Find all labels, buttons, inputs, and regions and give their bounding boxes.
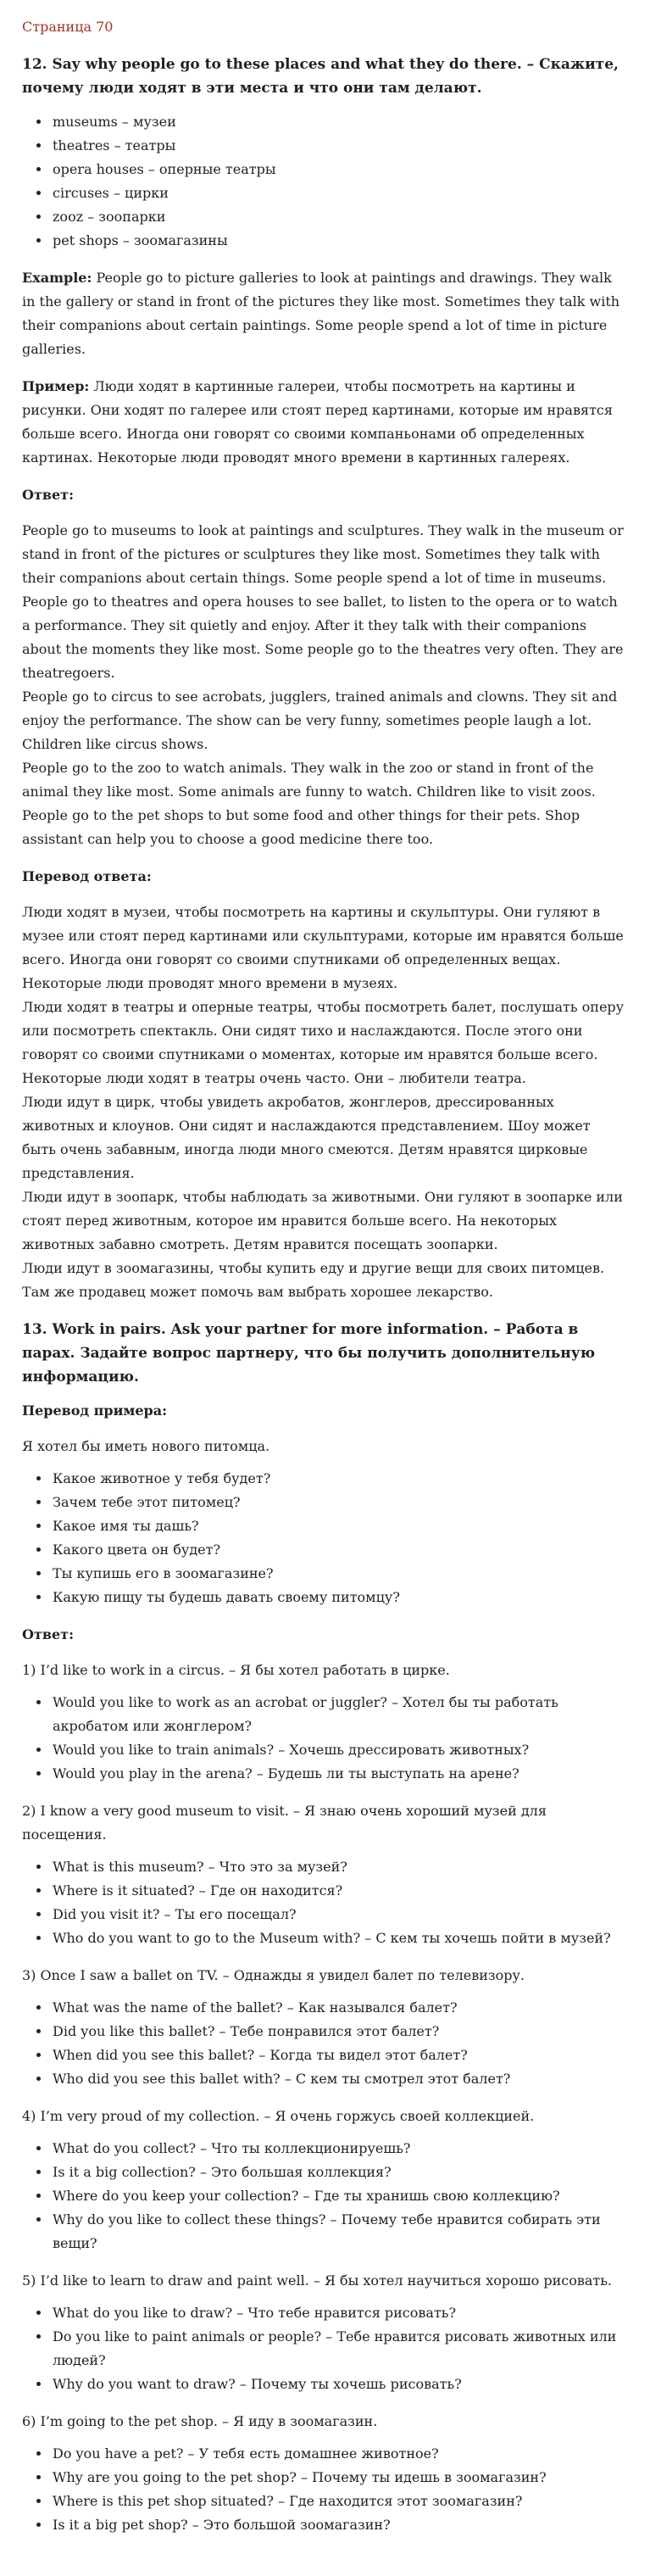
task-13-answer-label: Ответ: [22,1626,74,1642]
group-intro: 6) I’m going to the pet shop. – Я иду в зоомагазин. [22,2413,378,2429]
answer-text-block [22,519,628,851]
list-item: • Какое животное у тебя будет? [51,1467,628,1491]
list-item: • pet shops – зоомагазины [51,229,628,253]
list-item: • Did you like this ballet? – Тебе понравился этот балет? [51,2020,628,2044]
primer-text: Люди ходят в картинные галереи, чтобы посмотреть на картины и рисунки. Они ходят по галерее или стоят перед картинами, которые им нравятся больше всего. Иногда они говорят со своими компаньонами об определенных картинах. Некоторые люди проводят много времени в картинных галереях. [22,378,613,466]
answer-paragraph: People go to the pet shops to but some food and other things for their pets. Shop assistant can help you to choose a good medicine there too. [22,807,581,847]
list-item: • Какого цвета он будет? [51,1538,628,1562]
task-12-heading: 12. Say why people go to these places and what they do there. – Скажите, почему люди ходят в эти места и что они там делают. [22,56,619,97]
list-item: • Would you like to work as an acrobat or juggler? – Хотел бы ты работать акробатом или жонглером? [51,1691,628,1738]
answer-paragraph: People go to museums to look at paintings and sculptures. They walk in the museum or stand in front of the pictures or sculptures they like most. Sometimes they talk with their companions about certain things. Some people spend a lot of time in museums. [22,522,624,586]
list-item: • Какую пищу ты будешь давать своему питомцу? [51,1586,628,1609]
group-intro: 2) I know a very good museum to visit. – Я знаю очень хороший музей для посещения. [22,1803,547,1843]
question-list [22,2137,628,2255]
translation-label: Перевод ответа: [22,868,152,884]
translation-text-block [22,900,628,1304]
task-12-place-list [22,110,628,253]
list-item: • Who did you see this ballet with? – С кем ты смотрел этот балет? [51,2067,628,2091]
list-item: • What was the name of the ballet? – Как назывался балет? [51,1996,628,2020]
page-number-label: Страница 70 [22,19,114,35]
list-item: • Ты купишь его в зоомагазине? [51,1562,628,1586]
list-item: • theatres – театры [51,134,628,158]
list-item: • Do you like to paint animals or people? – Тебе нравится рисовать животных или людей? [51,2325,628,2372]
list-item: • Did you visit it? – Ты его посещал? [51,1903,628,1926]
question-list [22,2301,628,2396]
list-item: • zooz – зоопарки [51,205,628,229]
list-item: • Is it a big collection? – Это большая коллекция? [51,2161,628,2184]
list-item: • Would you like to train animals? – Хочешь дрессировать животных? [51,1738,628,1762]
group-intro: 5) I’d like to learn to draw and paint well. – Я бы хотел научиться хорошо рисовать. [22,2272,613,2289]
answer-paragraph: People go to theatres and opera houses to see ballet, to listen to the opera or to watch a performance. They sit quietly and enjoy. After it they talk with their companions about the moments they like most. Some people go to the theatres very often. They are theatregoers. [22,594,624,681]
group-intro: 4) I’m very proud of my collection. – Я очень горжусь своей коллекцией. [22,2108,535,2124]
list-item: • What is this museum? – Что это за музей? [51,1855,628,1879]
list-item: • Who do you want to go to the Museum with? – С кем ты хочешь пойти в музей? [51,1926,628,1950]
list-item: • Where is it situated? – Где он находится? [51,1879,628,1903]
task-13-heading: 13. Work in pairs. Ask your partner for more information. – Работа в парах. Задайте вопрос партнеру, что бы получить дополнительную информацию. [22,1321,596,1386]
list-item: • circuses – цирки [51,181,628,205]
question-list [22,1691,628,1786]
group-intro: 3) Once I saw a ballet on TV. – Однажды я увидел балет по телевизору. [22,1967,525,1983]
list-item: • opera houses – оперные театры [51,158,628,181]
list-item: • Why are you going to the pet shop? – Почему ты идешь в зоомагазин? [51,2466,628,2490]
answer-label: Ответ: [22,487,74,503]
list-item: • When did you see this ballet? – Когда ты видел этот балет? [51,2044,628,2067]
primer-paragraph [22,375,628,470]
example-paragraph [22,266,628,361]
example-translation-label: Перевод примера: [22,1402,167,1419]
list-item: • Where do you keep your collection? – Где ты хранишь свою коллекцию? [51,2184,628,2208]
translation-paragraph: Люди идут в цирк, чтобы увидеть акробатов, жонглеров, дрессированных животных и клоунов. Они сидят и наслаждаются представлением. Шоу может быть очень забавным, иногда люди много смеются. Детям нравятся цирковые представления. [22,1094,591,1181]
list-item: • Do you have a pet? – У тебя есть домашнее животное? [51,2442,628,2466]
example-question-list [22,1467,628,1609]
list-item: • Would you play in the arena? – Будешь ли ты выступать на арене? [51,1762,628,1786]
example-intro: Я хотел бы иметь нового питомца. [22,1438,270,1454]
question-list [22,1996,628,2091]
list-item: • Why do you like to collect these things? – Почему тебе нравится собирать эти вещи? [51,2208,628,2255]
question-list [22,1855,628,1950]
answer-paragraph: People go to circus to see acrobats, jugglers, trained animals and clowns. They sit and enjoy the performance. The show can be very funny, sometimes people laugh a lot. Children like circus shows. [22,689,618,752]
group-intro: 1) I’d like to work in a circus. – Я бы хотел работать в цирке. [22,1662,450,1678]
translation-paragraph: Люди идут в зоомагазины, чтобы купить еду и другие вещи для своих питомцев. Там же продавец может помочь вам выбрать хорошее лекарство. [22,1260,605,1300]
list-item: • Какое имя ты дашь? [51,1514,628,1538]
question-list [22,2442,628,2537]
primer-label: Пример: [22,378,90,394]
translation-paragraph: Люди ходят в театры и оперные театры, чтобы посмотреть балет, послушать оперу или посмотреть спектакль. Они сидят тихо и наслаждаются. После этого они говорят со своими спутниками о моментах, которые им нравятся больше всего. Некоторые люди ходят в театры очень часто. Они – любители театра. [22,999,625,1086]
translation-paragraph: Люди ходят в музеи, чтобы посмотреть на картины и скульптуры. Они гуляют в музее или стоят перед картинами или скульптурами, которые им нравятся больше всего. Иногда они говорят со своими спутниками об определенных вещах. Некоторые люди проводят много времени в музеях. [22,904,624,991]
example-label: Example: [22,270,92,286]
list-item: • Зачем тебе этот питомец? [51,1491,628,1514]
list-item: • What do you collect? – Что ты коллекционируешь? [51,2137,628,2161]
list-item: • Where is this pet shop situated? – Где находится этот зоомагазин? [51,2490,628,2513]
answer-paragraph: People go to the zoo to watch animals. They walk in the zoo or stand in front of the animal they like most. Some animals are funny to watch. Children like to visit zoos. [22,760,596,800]
list-item: • museums – музеи [51,110,628,134]
list-item: • Is it a big pet shop? – Это большой зоомагазин? [51,2513,628,2537]
example-text: People go to picture galleries to look at paintings and drawings. They walk in the gallery or stand in front of the pictures they like most. Sometimes they talk with their companions about certain paintings. Some people spend a lot of time in picture galleries. [22,270,620,357]
list-item: • What do you like to draw? – Что тебе нравится рисовать? [51,2301,628,2325]
list-item: • Why do you want to draw? – Почему ты хочешь рисовать? [51,2372,628,2396]
translation-paragraph: Люди идут в зоопарк, чтобы наблюдать за животными. Они гуляют в зоопарке или стоят перед животным, которое им нравится больше всего. На некоторых животных забавно смотреть. Детям нравится посещать зоопарки. [22,1189,623,1252]
